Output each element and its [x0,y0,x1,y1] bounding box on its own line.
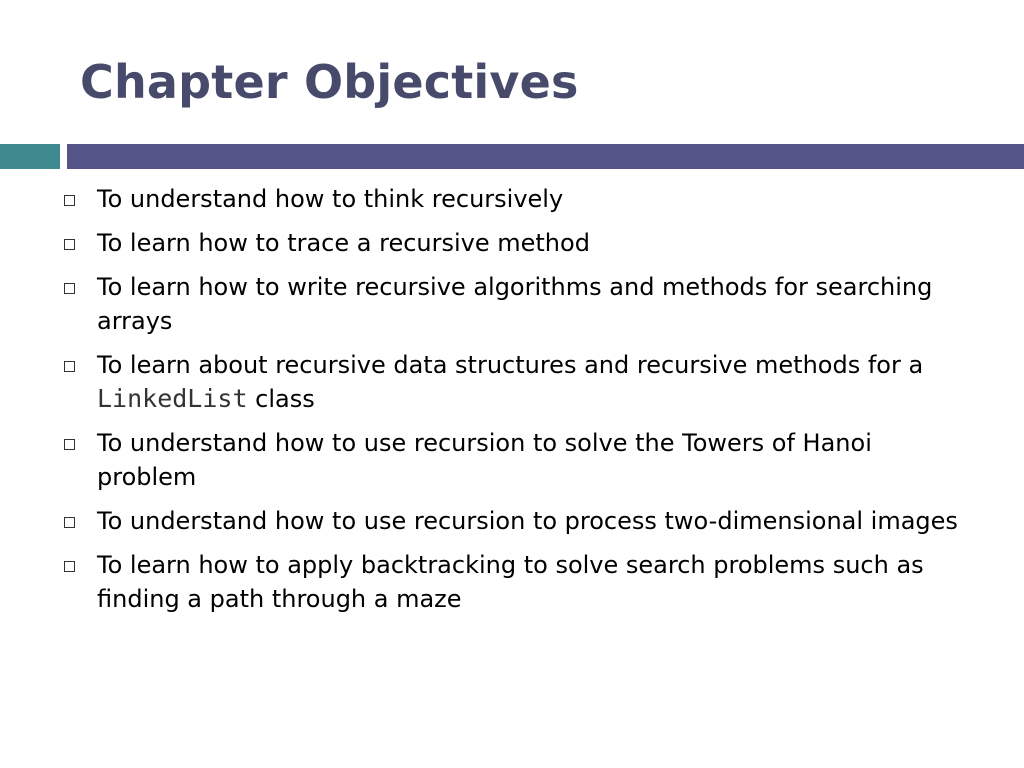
hollow-square-bullet-icon [64,195,75,206]
objective-text-before-code: To learn about recursive data structures and recursive methods for a [97,351,924,379]
objective-item [0,182,1024,216]
objective-item [0,270,1024,338]
objective-text: To understand how to use recursion to process two-dimensional images [97,507,958,535]
objective-text: To learn how to apply backtracking to solve search problems such as finding a path through a maze [97,551,924,613]
title-divider-teal-band [0,144,60,169]
objective-text: To understand how to use recursion to solve the Towers of Hanoi problem [97,429,872,491]
objective-item [0,226,1024,260]
objective-item [0,504,1024,538]
hollow-square-bullet-icon [64,361,75,372]
slide-title: Chapter Objectives [80,55,579,109]
objective-item [0,348,1024,416]
objective-text: To learn how to write recursive algorithms and methods for searching arrays [97,273,933,335]
objective-text-after-code: class [247,385,315,413]
linkedlist-code-term: LinkedList [97,384,248,413]
objective-text: To learn how to trace a recursive method [97,229,590,257]
objective-text: To understand how to think recursively [97,185,564,213]
objectives-list [0,182,1024,626]
hollow-square-bullet-icon [64,517,75,528]
objective-item [0,548,1024,616]
objective-item [0,426,1024,494]
hollow-square-bullet-icon [64,561,75,572]
title-divider-purple-band [67,144,1024,169]
hollow-square-bullet-icon [64,439,75,450]
hollow-square-bullet-icon [64,283,75,294]
hollow-square-bullet-icon [64,239,75,250]
